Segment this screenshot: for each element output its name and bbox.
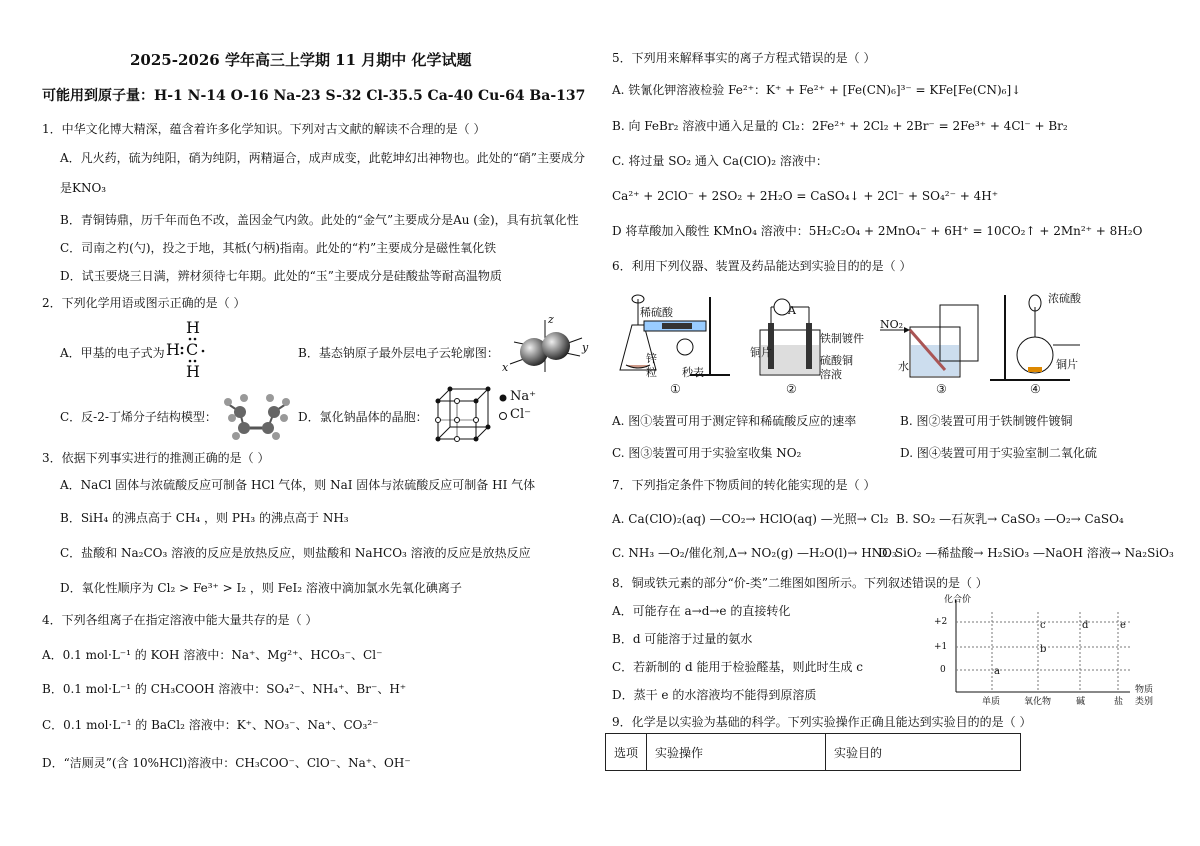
label-tongpian: 铜片 xyxy=(750,346,772,359)
point-a: a xyxy=(994,666,1000,677)
label-xin: 锌 xyxy=(646,352,657,365)
point-e: e xyxy=(1120,620,1126,631)
q4-stem: 4．下列各组离子在指定溶液中能大量共存的是（ ） xyxy=(42,613,318,627)
cl-legend-dot xyxy=(498,411,508,421)
atomic-mass-line: 可能用到原子量：H-1 N-14 O-16 Na-23 S-32 Cl-35.5 Ca-40 Cu-64 Ba-137 xyxy=(42,88,586,104)
nacl-unit-cell xyxy=(432,383,562,445)
q4-option-a: A．0.1 mol·L⁻¹ 的 KOH 溶液中：Na⁺、Mg²⁺、HCO₃⁻、Cl⁻ xyxy=(42,648,383,662)
ytick-zero: 0 xyxy=(940,665,946,675)
ytick-plus2: +2 xyxy=(934,617,948,627)
q1-option-d: D．试玉要烧三日满，辨材须待七年期。此处的“玉”主要成分是硅酸盐等耐高温物质 xyxy=(60,269,502,283)
q9-table xyxy=(605,733,1021,771)
point-d: d xyxy=(1082,620,1089,631)
c-center: C xyxy=(186,340,199,359)
header-operation: 实验操作 xyxy=(647,734,826,771)
table-row xyxy=(606,734,1021,771)
label-n2: ② xyxy=(786,382,797,396)
q4-option-d: D．“洁厕灵”(含 10%HCl)溶液中：CH₃COO⁻、ClO⁻、Na⁺、OH⁻ xyxy=(42,756,411,770)
orbital-figure xyxy=(500,312,592,380)
label-shui: 水 xyxy=(898,360,909,373)
q3-option-b: B．SiH₄ 的沸点高于 CH₄ ，则 PH₃ 的沸点高于 NH₃ xyxy=(60,511,349,525)
crystal-cell xyxy=(432,383,494,445)
na-legend-label: Na⁺ xyxy=(510,389,536,404)
q2-option-a: A．甲基的电子式为 xyxy=(60,346,165,360)
label-miaobiao: 秒表 xyxy=(682,366,704,379)
na-legend-dot xyxy=(498,393,508,403)
page-title: 2025-2026 学年高三上学期 11 月期中 化学试题 xyxy=(130,51,472,69)
q5-stem: 5．下列用来解释事实的离子方程式错误的是（ ） xyxy=(612,51,876,65)
p-orbital-diagram xyxy=(500,312,592,380)
h-top: H xyxy=(186,318,200,337)
chart-ylabel: 化合价 xyxy=(944,595,972,605)
xtick-base: 碱 xyxy=(1076,697,1086,707)
q3-option-a: A．NaCl 固体与浓硫酸反应可制备 HCl 气体，则 NaI 固体与浓硫酸反应可制备 HI 气体 xyxy=(60,478,536,492)
q1-option-b: B．青铜铸鼎，历千年而色不改，盖因金气内敛。此处的“金气”主要成分是Au (金)，具有抗氧化性 xyxy=(60,213,579,227)
cl-legend-label: Cl⁻ xyxy=(510,407,531,422)
q4-option-c: C．0.1 mol·L⁻¹ 的 BaCl₂ 溶液中：K⁺、NO₃⁻、Na⁺、CO₃²⁻ xyxy=(42,718,379,732)
point-c: c xyxy=(1040,620,1046,631)
q8-option-d: D．蒸干 e 的水溶液均不能得到原溶质 xyxy=(612,688,817,702)
q8-option-c: C．若新制的 d 能用于检验醛基，则此时生成 c xyxy=(612,660,864,674)
label-n4: ④ xyxy=(1030,382,1041,396)
ytick-plus1: +1 xyxy=(934,642,948,652)
label-li: 粒 xyxy=(646,366,657,379)
q7-option-d: D. SiO₂ —稀盐酸→ H₂SiO₃ —NaOH 溶液→ Na₂SiO₃ xyxy=(878,546,1174,560)
q1-option-a: A．凡火药，硫为纯阳，硝为纯阴，两精逼合，成声成变，此乾坤幻出神物也。此处的“硝”主要成分 xyxy=(60,151,585,165)
q6-option-b: B. 图②装置可用于铁制镀件镀铜 xyxy=(900,414,1073,428)
label-xisuan: 稀硫酸 xyxy=(640,306,673,319)
q6-option-d: D. 图④装置可用于实验室制二氧化硫 xyxy=(900,446,1097,460)
h-left: H xyxy=(166,340,180,359)
point-b: b xyxy=(1040,644,1047,655)
apparatus-drawings xyxy=(610,285,1190,403)
axis-y-label: y xyxy=(582,341,589,354)
xtick-salt: 盐 xyxy=(1114,697,1124,707)
methyl-electron-formula xyxy=(166,320,216,384)
q1-stem: 1．中华文化博大精深，蕴含着许多化学知识。下列对古文献的解读不合理的是（ ） xyxy=(42,122,486,136)
header-purpose: 实验目的 xyxy=(826,734,1021,771)
h-bottom: H xyxy=(186,362,200,381)
q6-option-a: A. 图①装置可用于测定锌和稀硫酸反应的速率 xyxy=(612,414,857,428)
q7-option-a: A. Ca(ClO)₂(aq) —CO₂→ HClO(aq) —光照→ Cl₂ xyxy=(612,512,889,526)
label-tongpian2: 铜片 xyxy=(1056,358,1078,371)
electron-dots xyxy=(166,320,216,384)
label-n1: ① xyxy=(670,382,681,396)
q3-option-d: D．氧化性顺序为 Cl₂ > Fe³⁺ > I₂ ，则 FeI₂ 溶液中滴加氯水先氧化碘离子 xyxy=(60,581,462,595)
q1-option-a-cont: 是KNO₃ xyxy=(60,181,107,195)
q2-stem: 2．下列化学用语或图示正确的是（ ） xyxy=(42,296,246,310)
chart-xlabel-2: 类别 xyxy=(1135,697,1154,707)
label-nongliusuan: 浓硫酸 xyxy=(1048,292,1081,305)
header-option: 选项 xyxy=(606,734,647,771)
valence-class-chart xyxy=(930,592,1192,712)
q6-stem: 6．利用下列仪器、装置及药品能达到实验目的的是（ ） xyxy=(612,259,912,273)
trans-2-butene-model xyxy=(214,390,300,442)
q2-option-d: D．氯化钠晶体的晶胞： xyxy=(298,410,428,424)
q5-option-c-equation: Ca²⁺ + 2ClO⁻ + 2SO₂ + 2H₂O = CaSO₄↓ + 2Cl⁻ + SO₄²⁻ + 4H⁺ xyxy=(612,189,999,203)
q5-option-b: B. 向 FeBr₂ 溶液中通入足量的 Cl₂：2Fe²⁺ + 2Cl₂ + 2Br⁻ = 2Fe³⁺ + 4Cl⁻ + Br₂ xyxy=(612,119,1068,133)
q2-option-c: C．反-2-丁烯分子结构模型： xyxy=(60,410,217,424)
ball-stick-model xyxy=(214,390,300,442)
q7-option-b: B. SO₂ —石灰乳→ CaSO₃ —O₂→ CaSO₄ xyxy=(896,512,1124,526)
q8-stem: 8．铜或铁元素的部分“价-类”二维图如图所示。下列叙述错误的是（ ） xyxy=(612,576,988,590)
label-ammeter: A xyxy=(788,304,796,317)
q5-option-c: C. 将过量 SO₂ 通入 Ca(ClO)₂ 溶液中： xyxy=(612,154,828,168)
q9-stem: 9．化学是以实验为基础的科学。下列实验操作正确且能达到实验目的的是（ ） xyxy=(612,715,1032,729)
label-n3: ③ xyxy=(936,382,947,396)
apparatus-figure xyxy=(610,285,1190,403)
q4-option-b: B．0.1 mol·L⁻¹ 的 CH₃COOH 溶液中：SO₄²⁻、NH₄⁺、Br⁻、H⁺ xyxy=(42,682,407,696)
xtick-oxide: 氧化物 xyxy=(1024,697,1052,707)
q2-option-b: B．基态钠原子最外层电子云轮廓图： xyxy=(298,346,499,360)
xtick-element: 单质 xyxy=(982,697,1001,707)
q7-stem: 7．下列指定条件下物质间的转化能实现的是（ ） xyxy=(612,478,876,492)
label-rongye: 溶液 xyxy=(820,368,842,381)
q6-option-c: C. 图③装置可用于实验室收集 NO₂ xyxy=(612,446,802,460)
axis-x-label: x xyxy=(502,361,509,374)
q5-option-d: D 将草酸加入酸性 KMnO₄ 溶液中：5H₂C₂O₄ + 2MnO₄⁻ + 6H⁺ = 10CO₂↑ + 2Mn²⁺ + 8H₂O xyxy=(612,224,1143,238)
label-no2: NO₂ xyxy=(880,318,904,331)
chart-xlabel-1: 物质 xyxy=(1135,685,1154,695)
q7-option-c: C. NH₃ —O₂/催化剂,Δ→ NO₂(g) —H₂O(l)→ HNO₃ xyxy=(612,546,897,560)
q1-option-c: C．司南之杓(勺)，投之于地，其柢(勺柄)指南。此处的“杓”主要成分是磁性氧化铁 xyxy=(60,241,497,255)
q8-option-a: A．可能存在 a→d→e 的直接转化 xyxy=(612,604,791,618)
axis-z-label: z xyxy=(548,313,554,326)
q3-option-c: C．盐酸和 Na₂CO₃ 溶液的反应是放热反应，则盐酸和 NaHCO₃ 溶液的反应是放热反应 xyxy=(60,546,531,560)
q5-option-a: A. 铁氰化钾溶液检验 Fe²⁺：K⁺ + Fe²⁺ + [Fe(CN)₆]³⁻ = KFe[Fe(CN)₆]↓ xyxy=(612,83,1022,97)
right-column xyxy=(600,0,1200,846)
q3-stem: 3．依据下列事实进行的推测正确的是（ ） xyxy=(42,451,270,465)
label-tiezhi: 铁制镀件 xyxy=(820,332,864,345)
q8-option-b: B．d 可能溶于过量的氨水 xyxy=(612,632,753,646)
label-liusuantong: 硫酸铜 xyxy=(820,354,853,367)
